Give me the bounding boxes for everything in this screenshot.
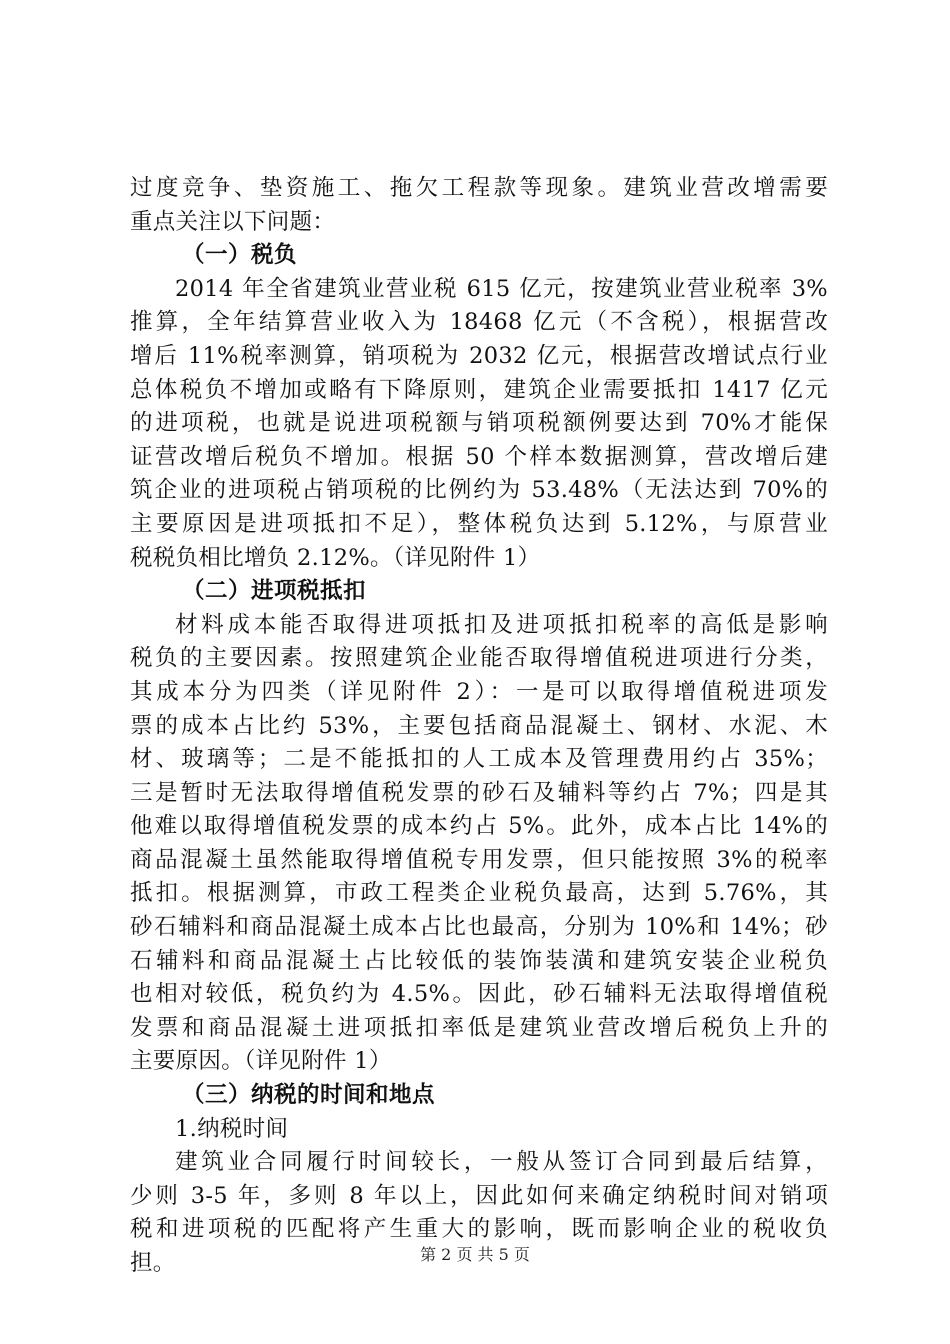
paragraph-line: 税税负相比增负 2.12%。（详见附件 1）	[130, 544, 541, 571]
body-line: 重点关注以下问题：	[130, 208, 336, 235]
paragraph-line: 票的成本占比约 53%，主要包括商品混凝土、钢材、水泥、木	[130, 712, 828, 739]
paragraph-line: 石辅料和商品混凝土占比较低的装饰装潢和建筑安装企业税负	[130, 947, 828, 974]
paragraph-line: 材、玻璃等；二是不能抵扣的人工成本及管理费用约占 35%；	[130, 746, 828, 773]
subsection-heading-tax-time: 1.纳税时间	[175, 1115, 289, 1142]
paragraph-line: 税负的主要因素。按照建筑企业能否取得增值税进项进行分类，	[130, 645, 828, 672]
section-heading-input-tax-deduction: （二）进项税抵扣	[182, 578, 367, 605]
paragraph-line: 增后 11%税率测算，销项税为 2032 亿元，根据营改增试点行业	[130, 342, 828, 369]
paragraph-line: 少则 3-5 年，多则 8 年以上，因此如何来确定纳税时间对销项	[130, 1182, 828, 1209]
paragraph-line: 也相对较低，税负约为 4.5%。因此，砂石辅料无法取得增值税	[130, 981, 828, 1008]
paragraph-line: 2014 年全省建筑业营业税 615 亿元，按建筑业营业税率 3%	[175, 275, 828, 302]
paragraph-line: 主要原因。（详见附件 1）	[130, 1048, 392, 1075]
paragraph-line: 税和进项税的匹配将产生重大的影响，既而影响企业的税收负	[130, 1216, 828, 1243]
paragraph-line: 材料成本能否取得进项抵扣及进项抵扣税率的高低是影响	[175, 611, 828, 638]
section-heading-tax-burden: （一）税负	[182, 242, 298, 269]
document-body	[130, 172, 828, 1281]
paragraph-line: 商品混凝土虽然能取得增值税专用发票，但只能按照 3%的税率	[130, 846, 828, 873]
page-indicator: 第 2 页 共 5 页	[420, 1245, 530, 1264]
paragraph-line: 的进项税，也就是说进项税额与销项税额例要达到 70%才能保	[130, 410, 828, 437]
paragraph-line: 其成本分为四类（详见附件 2）：一是可以取得增值税进项发	[130, 678, 828, 705]
paragraph-line: 抵扣。根据测算，市政工程类企业税负最高，达到 5.76%，其	[130, 880, 828, 907]
paragraph-line: 发票和商品混凝土进项抵扣率低是建筑业营改增后税负上升的	[130, 1014, 828, 1041]
paragraph-line: 推算，全年结算营业收入为 18468 亿元（不含税），根据营改	[130, 309, 828, 336]
paragraph-line: 担。	[130, 1250, 176, 1276]
paragraph-line: 他难以取得增值税发票的成本约占 5%。此外，成本占比 14%的	[130, 813, 828, 840]
paragraph-line: 砂石辅料和商品混凝土成本占比也最高，分别为 10%和 14%；砂	[130, 914, 828, 941]
page-footer	[0, 1242, 950, 1265]
paragraph-line: 建筑业合同履行时间较长，一般从签订合同到最后结算，	[175, 1149, 828, 1176]
section-heading-tax-time-and-place: （三）纳税的时间和地点	[182, 1082, 436, 1109]
body-line: 过度竞争、垫资施工、拖欠工程款等现象。建筑业营改增需要	[130, 175, 828, 201]
paragraph-line: 筑企业的进项税占销项税的比例约为 53.48%（无法达到 70%的	[130, 477, 828, 504]
paragraph-line: 证营改增后税负不增加。根据 50 个样本数据测算，营改增后建	[130, 443, 828, 470]
paragraph-line: 主要原因是进项抵扣不足），整体税负达到 5.12%，与原营业	[130, 510, 828, 537]
paragraph-line: 总体税负不增加或略有下降原则，建筑企业需要抵扣 1417 亿元	[130, 376, 828, 403]
paragraph-line: 三是暂时无法取得增值税发票的砂石及辅料等约占 7%；四是其	[130, 779, 828, 806]
